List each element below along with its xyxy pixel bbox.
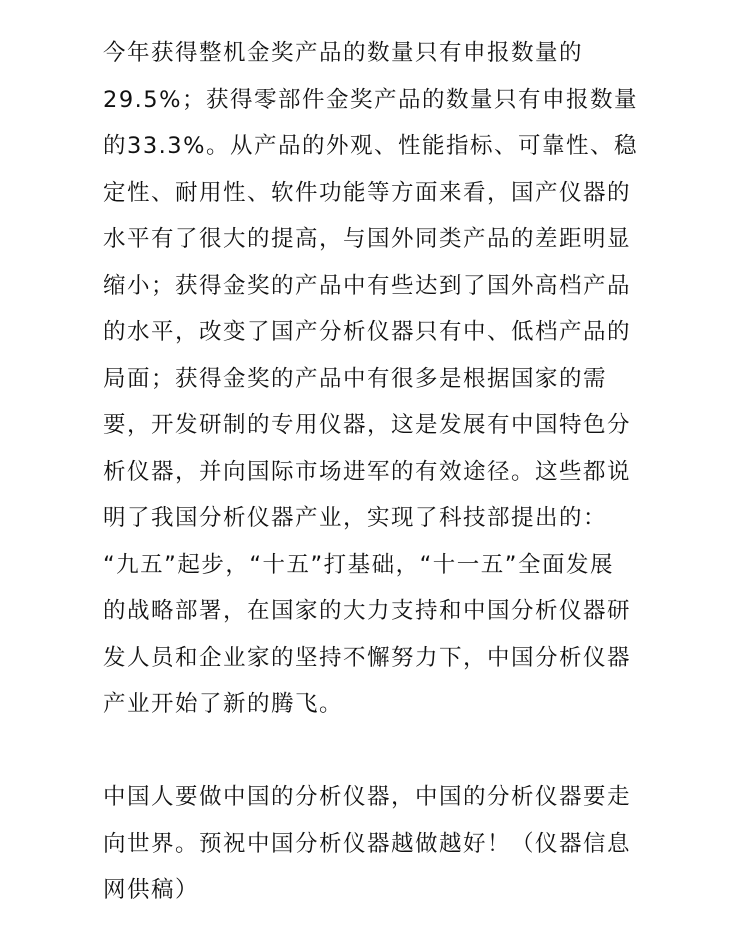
paragraph-closing-remarks [103,774,663,914]
text-line: 明了我国分析仪器产业，实现了科技部提出的： [103,505,608,531]
text-line: 29.5%；获得零部件金奖产品的数量只有申报数量 [103,86,638,113]
text-line: 发人员和企业家的坚持不懈努力下，中国分析仪器 [103,644,632,671]
text-line: 中国人要做中国的分析仪器，中国的分析仪器要走 [103,784,632,810]
text-line: 的33.3%。从产品的外观、性能指标、可靠性、稳 [103,133,638,159]
text-line: 水平有了很大的提高，与国外同类产品的差距明显 [103,226,632,252]
text-line: 产业开始了新的腾飞。 [103,691,344,717]
text-line: 网供稿） [103,877,200,903]
article-body [103,30,663,914]
text-line: “九五”起步，“十五”打基础，“十一五”全面发展 [103,551,614,578]
text-line: 局面；获得金奖的产品中有很多是根据国家的需 [103,365,608,392]
text-line: 要，开发研制的专用仪器，这是发展有中国特色分 [103,412,632,438]
text-line: 定性、耐用性、软件功能等方面来看，国产仪器的 [103,179,632,206]
paragraph-gold-award-results [103,30,663,728]
text-line: 今年获得整机金奖产品的数量只有申报数量的 [103,40,584,66]
text-line: 的水平，改变了国产分析仪器只有中、低档产品的 [103,319,632,345]
text-line: 缩小；获得金奖的产品中有些达到了国外高档产品 [103,272,632,299]
text-line: 的战略部署，在国家的大力支持和中国分析仪器研 [103,598,632,624]
text-line: 析仪器，并向国际市场进军的有效途径。这些都说 [103,458,632,485]
paragraph-spacer [103,728,663,775]
text-line: 向世界。预祝中国分析仪器越做越好！（仪器信息 [103,830,632,857]
